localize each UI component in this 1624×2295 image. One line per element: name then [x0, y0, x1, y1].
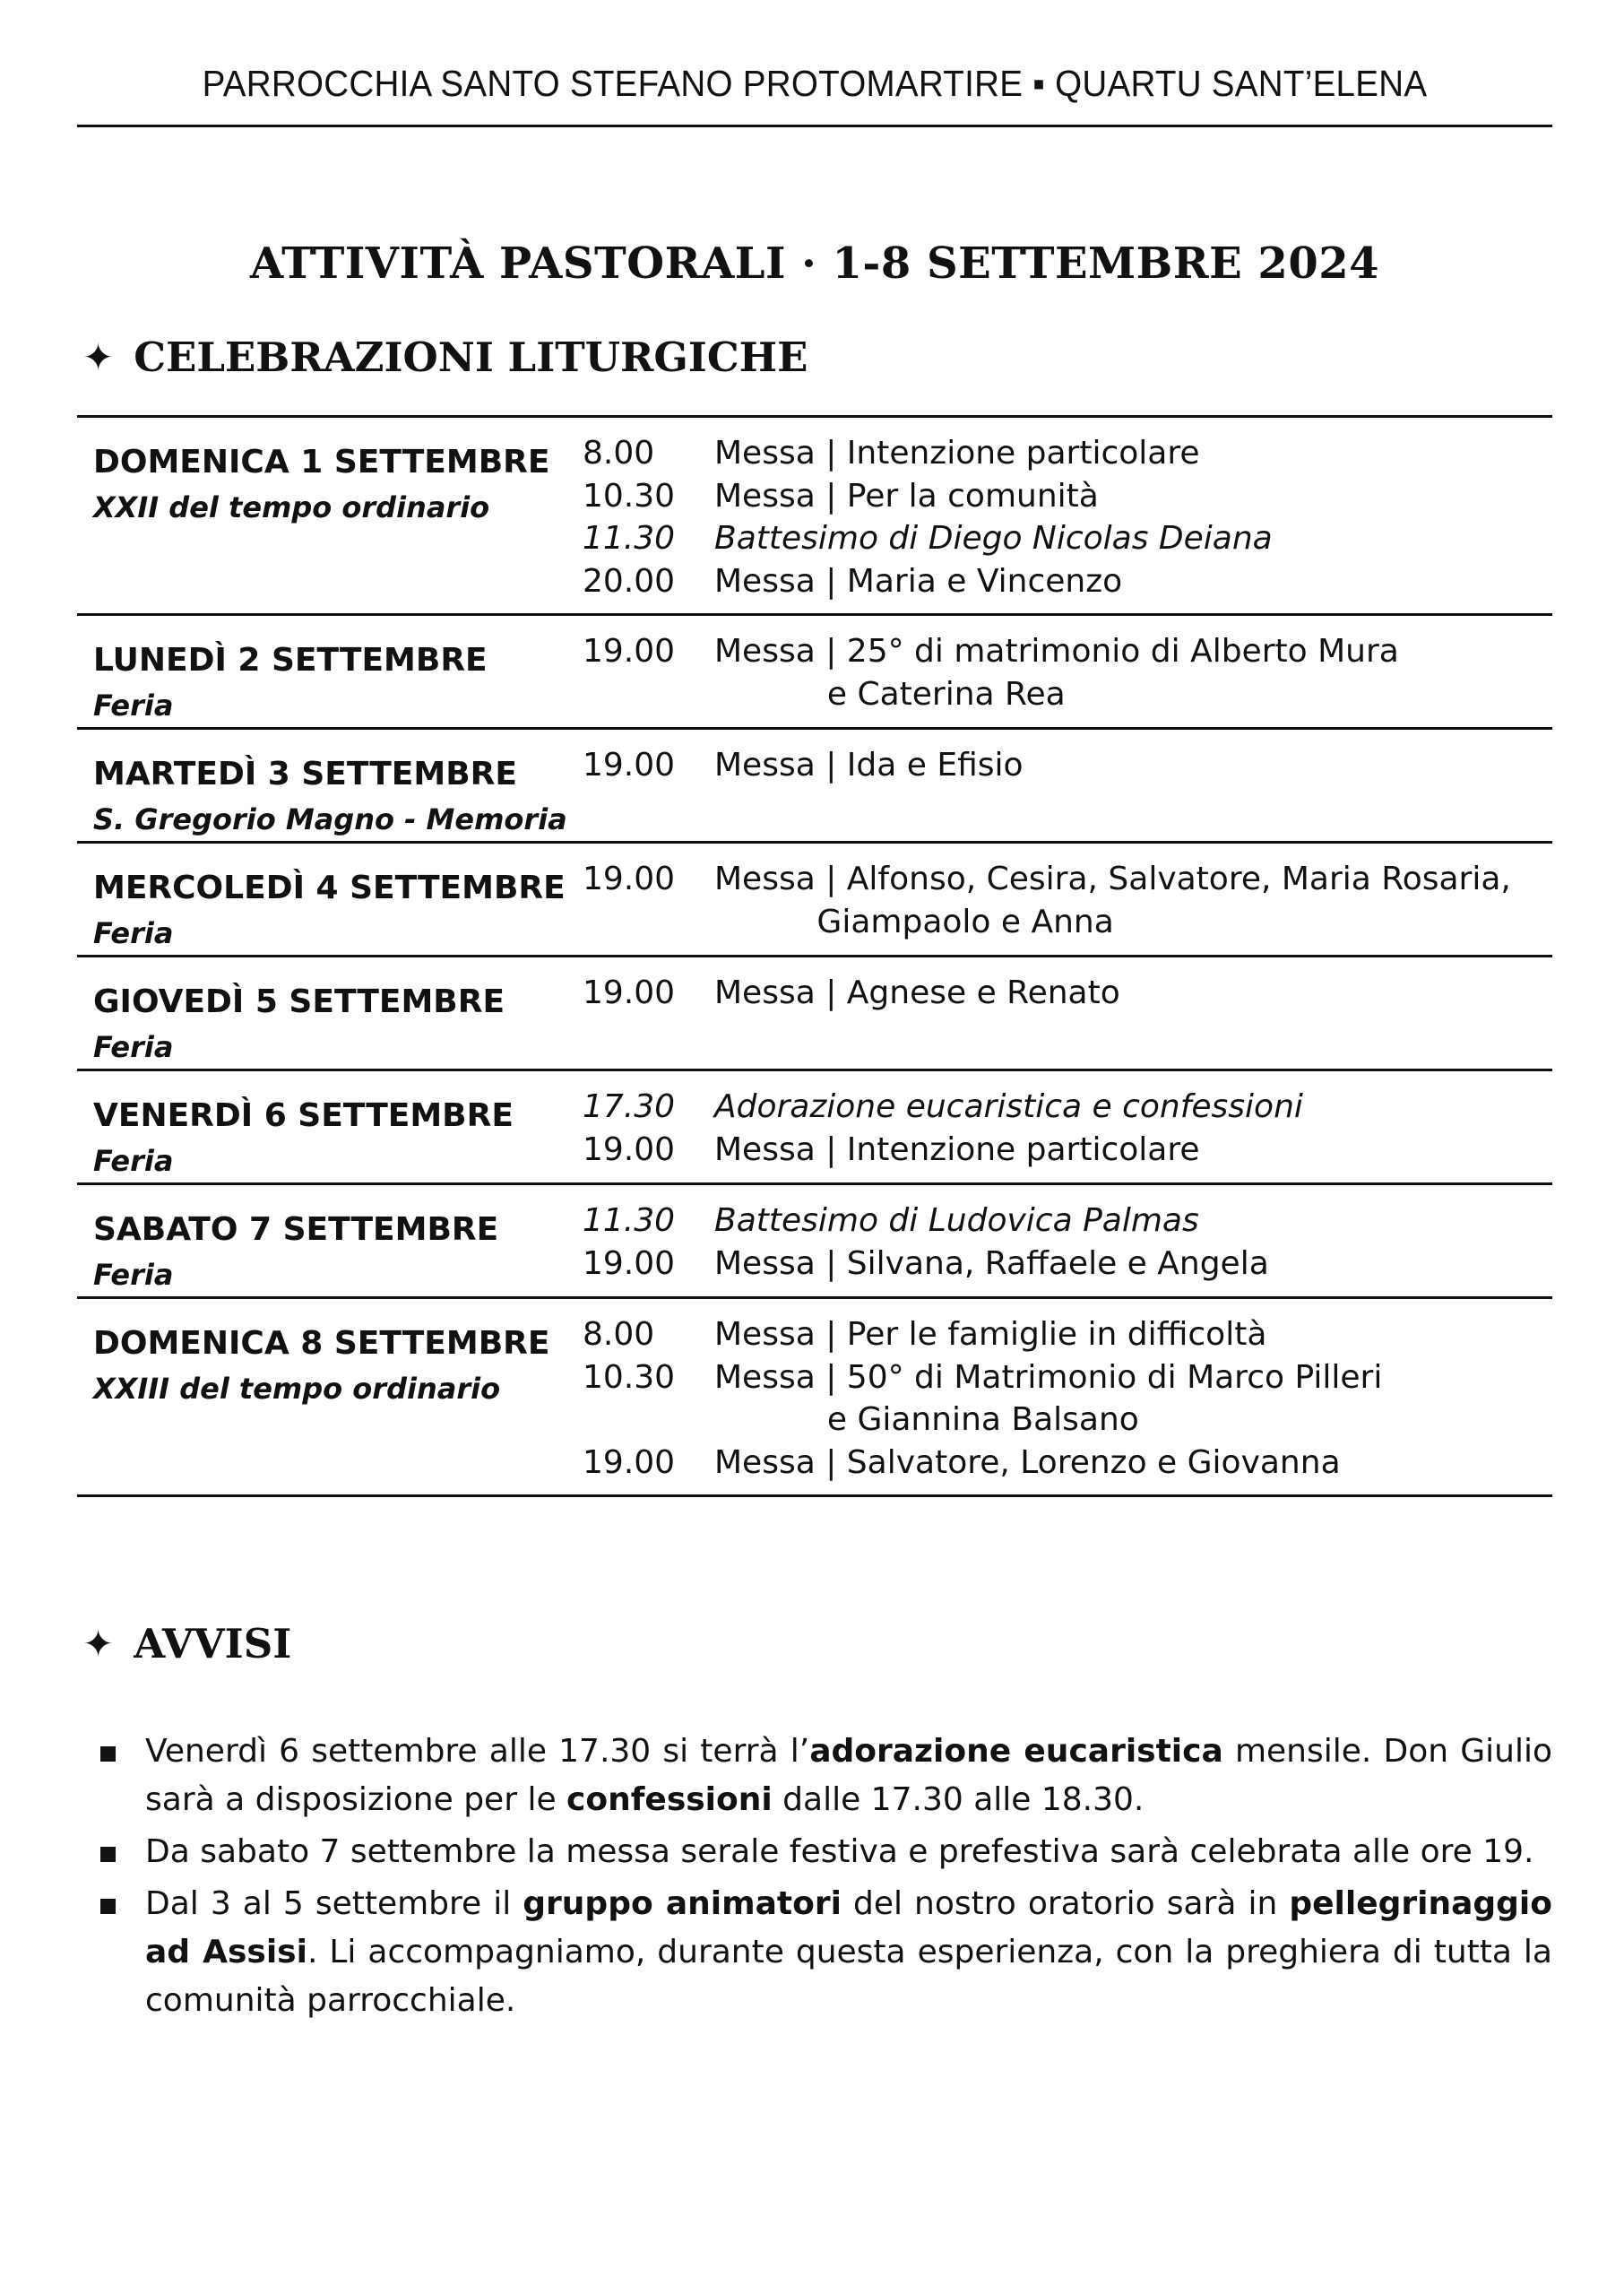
- event-description: Messa | 25° di matrimonio di Alberto Mura: [714, 633, 1399, 670]
- event-line: [583, 630, 1552, 673]
- schedule-day-row: [77, 1299, 1552, 1497]
- event-line: [583, 475, 1552, 518]
- day-name: GIOVEDÌ 5 SETTEMBRE: [93, 983, 505, 1020]
- notice-text-run: Venerdì 6 settembre alle 17.30 si terrà l’: [145, 1733, 810, 1770]
- day-label-cell: [77, 1185, 583, 1296]
- event-time: 8.00: [583, 1316, 655, 1353]
- event-description: Adorazione eucaristica e confessioni: [714, 1088, 1303, 1125]
- square-bullet-icon: [100, 1880, 133, 2025]
- notice-text-run: mensile. Don Giulio sarà a disposizione per le: [145, 1733, 1552, 1818]
- event-description-continuation: Giampaolo e Anna: [714, 903, 1114, 940]
- schedule-day-row: [77, 844, 1552, 957]
- section-heading-celebrazioni: [82, 333, 808, 381]
- notice-item: [100, 1880, 1552, 2025]
- notice-item: [100, 1828, 1552, 1876]
- day-name: LUNEDÌ 2 SETTEMBRE: [93, 642, 488, 679]
- event-description: Messa | Per le famiglie in difficoltà: [714, 1316, 1267, 1353]
- celebrations-schedule: [77, 415, 1552, 1497]
- day-label-cell: [77, 616, 583, 727]
- events-cell: [583, 616, 1552, 727]
- liturgical-day: Feria: [93, 688, 174, 723]
- day-name: DOMENICA 1 SETTEMBRE: [93, 444, 550, 481]
- parish-header: PARROCCHIA SANTO STEFANO PROTOMARTIRE ▪ QUARTU SANT’ELENA: [202, 63, 1428, 104]
- event-description: Messa | Alfonso, Cesira, Salvatore, Maria Rosaria,: [714, 861, 1511, 897]
- events-cell: [583, 957, 1552, 1069]
- event-description: Battesimo di Ludovica Palmas: [714, 1202, 1199, 1239]
- day-name: MARTEDÌ 3 SETTEMBRE: [93, 756, 517, 792]
- event-line: [583, 1356, 1552, 1399]
- liturgical-day: XXIII del tempo ordinario: [93, 1372, 501, 1406]
- notice-text-run: dalle 17.30 alle 18.30.: [772, 1781, 1145, 1818]
- event-description: Messa | Intenzione particolare: [714, 1130, 1200, 1168]
- event-time: 19.00: [583, 1244, 676, 1282]
- schedule-day-row: [77, 730, 1552, 844]
- notice-item: [100, 1728, 1552, 1824]
- events-cell: [583, 730, 1552, 841]
- four-pointed-star-icon: ✦: [82, 1622, 115, 1666]
- section-heading-label: AVVISI: [134, 1620, 292, 1667]
- event-time: 20.00: [583, 562, 676, 600]
- event-line: [583, 1442, 1552, 1485]
- day-label-cell: [77, 418, 583, 613]
- events-cell: [583, 418, 1552, 613]
- schedule-day-row: [77, 616, 1552, 730]
- notice-text: [145, 1728, 1552, 1824]
- event-line: [583, 972, 1552, 1015]
- event-time: 19.00: [583, 1130, 676, 1168]
- schedule-day-row: [77, 1185, 1552, 1299]
- event-description: Messa | Agnese e Renato: [714, 974, 1120, 1011]
- event-line: [583, 517, 1552, 560]
- page-title: ATTIVITÀ PASTORALI · 1-8 SETTEMBRE 2024: [249, 238, 1380, 289]
- notice-text-run: del nostro oratorio sarà in: [841, 1885, 1290, 1922]
- event-line: [583, 1199, 1552, 1243]
- event-description: Messa | Per la comunità: [714, 477, 1099, 515]
- event-time: 8.00: [583, 435, 655, 472]
- event-line: [583, 858, 1552, 901]
- event-description: Messa | Silvana, Raffaele e Angela: [714, 1244, 1269, 1282]
- event-line: [583, 1086, 1552, 1129]
- liturgical-day: S. Gregorio Magno - Memoria: [93, 802, 567, 836]
- event-description: Messa | Intenzione particolare: [714, 435, 1200, 472]
- day-name: VENERDÌ 6 SETTEMBRE: [93, 1097, 514, 1134]
- events-cell: [583, 1185, 1552, 1296]
- event-time: 19.00: [583, 633, 676, 670]
- notice-text-emphasis: pellegrinaggio ad Assisi: [145, 1885, 1553, 1970]
- event-time: 10.30: [583, 477, 676, 515]
- event-time: 11.30: [583, 520, 676, 557]
- event-time: 11.30: [583, 1202, 676, 1239]
- notice-text: [145, 1880, 1552, 2025]
- day-label-cell: [77, 1071, 583, 1182]
- event-description: Messa | Salvatore, Lorenzo e Giovanna: [714, 1443, 1341, 1481]
- day-name: SABATO 7 SETTEMBRE: [93, 1211, 499, 1248]
- event-line: [583, 1243, 1552, 1286]
- event-description-continuation: e Caterina Rea: [714, 675, 1066, 713]
- event-description-continuation: e Giannina Balsano: [714, 1401, 1139, 1438]
- events-cell: [583, 1299, 1552, 1494]
- schedule-day-row: [77, 957, 1552, 1071]
- event-time: 10.30: [583, 1358, 676, 1396]
- liturgical-day: Feria: [93, 1144, 174, 1178]
- day-name: DOMENICA 8 SETTEMBRE: [93, 1325, 550, 1362]
- notice-text-run: Dal 3 al 5 settembre il: [145, 1885, 523, 1922]
- day-label-cell: [77, 1299, 583, 1494]
- event-line: [583, 560, 1552, 603]
- day-name: MERCOLEDÌ 4 SETTEMBRE: [93, 870, 566, 906]
- four-pointed-star-icon: ✦: [82, 335, 115, 379]
- square-bullet-icon: [100, 1728, 133, 1824]
- event-time: 17.30: [583, 1088, 676, 1125]
- notice-text-emphasis: confessioni: [566, 1781, 773, 1818]
- notice-text: [145, 1828, 1552, 1876]
- square-bullet-icon: [100, 1828, 133, 1876]
- event-time: 19.00: [583, 861, 676, 897]
- section-heading-label: CELEBRAZIONI LITURGICHE: [134, 333, 808, 381]
- event-line: [583, 432, 1552, 475]
- event-description: Battesimo di Diego Nicolas Deiana: [714, 520, 1273, 557]
- event-time: 19.00: [583, 974, 676, 1011]
- events-cell: [583, 844, 1552, 955]
- liturgical-day: XXII del tempo ordinario: [93, 490, 490, 524]
- notices-list: [100, 1728, 1552, 2029]
- event-description: Messa | Maria e Vincenzo: [714, 562, 1123, 600]
- header-divider: [77, 125, 1552, 127]
- notice-text-emphasis: adorazione eucaristica: [809, 1733, 1223, 1770]
- event-time: 19.00: [583, 747, 676, 784]
- liturgical-day: Feria: [93, 916, 174, 950]
- event-time: 19.00: [583, 1443, 676, 1481]
- schedule-day-row: [77, 1071, 1552, 1185]
- events-cell: [583, 1071, 1552, 1182]
- event-line: [583, 1313, 1552, 1356]
- day-label-cell: [77, 730, 583, 841]
- day-label-cell: [77, 957, 583, 1069]
- event-line: [583, 744, 1552, 787]
- event-description: Messa | 50° di Matrimonio di Marco Pilleri: [714, 1358, 1383, 1396]
- event-line: [583, 1129, 1552, 1172]
- schedule-day-row: [77, 418, 1552, 616]
- liturgical-day: Feria: [93, 1258, 174, 1292]
- event-description: Messa | Ida e Efisio: [714, 747, 1024, 784]
- notice-text-run: Da sabato 7 settembre la messa serale festiva e prefestiva sarà celebrata alle ore 19.: [145, 1833, 1534, 1870]
- notice-text-emphasis: gruppo animatori: [523, 1885, 842, 1922]
- liturgical-day: Feria: [93, 1030, 174, 1064]
- notice-text-run: . Li accompagniamo, durante questa esperienza, con la preghiera di tutta la comunità parrocchiale.: [145, 1934, 1552, 2019]
- day-label-cell: [77, 844, 583, 955]
- section-heading-avvisi: [82, 1620, 291, 1667]
